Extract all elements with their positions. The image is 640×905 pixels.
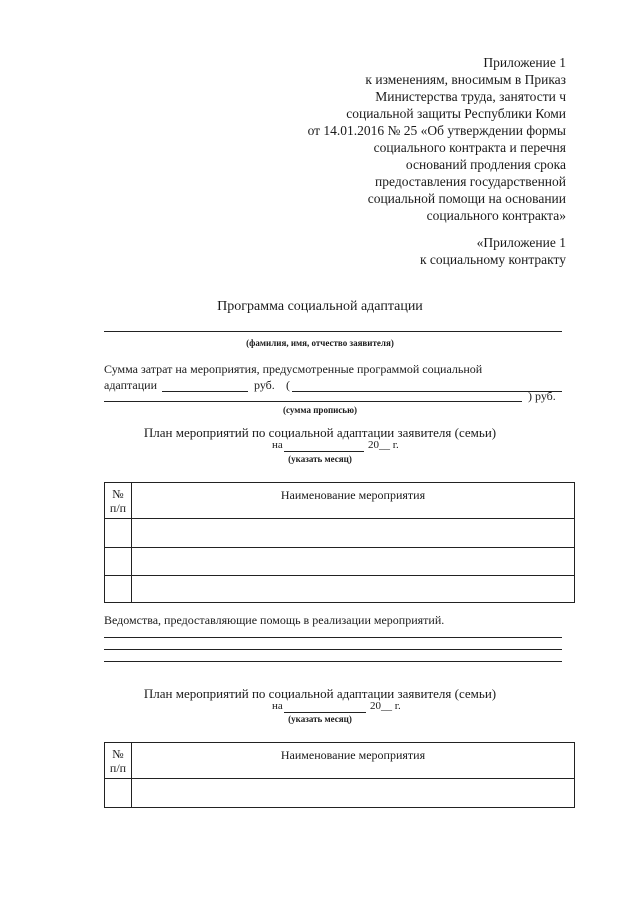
header-line: от 14.01.2016 № 25 «Об утверждении формы (307, 123, 566, 138)
col-num-header (105, 743, 132, 779)
applicant-caption: (фамилия, имя, отчество заявителя) (246, 338, 394, 348)
agencies-label: Ведомства, предоставляющие помощь в реализации мероприятий. (104, 613, 445, 627)
header-line: Министерства труда, занятости ч (375, 89, 566, 104)
applicant-name-line[interactable] (104, 331, 562, 332)
header-line: социальной помощи на основании (367, 191, 566, 206)
table-row[interactable] (105, 779, 575, 808)
header-line: социальной защиты Республики Коми (346, 106, 566, 121)
sum-label: адаптации (104, 378, 158, 392)
plan2-caption: (указать месяц) (288, 714, 352, 724)
sum-caption: (сумма прописью) (283, 405, 357, 415)
table-cell[interactable] (132, 779, 575, 808)
table-cell[interactable] (105, 576, 132, 603)
table-cell[interactable] (105, 519, 132, 548)
sum-amount-line[interactable] (162, 391, 248, 392)
table-cell[interactable] (132, 576, 575, 603)
sum-words-line-2[interactable] (104, 401, 522, 402)
header-line: предоставления государственной (375, 174, 566, 189)
agencies-line[interactable] (104, 661, 562, 662)
table-row[interactable] (105, 519, 575, 548)
col-name-header: Наименование мероприятия (132, 743, 575, 779)
plan1-table (104, 482, 575, 603)
plan2-table (104, 742, 575, 808)
col-name-header: Наименование мероприятия (132, 483, 575, 519)
sum-words-line-1[interactable] (292, 391, 562, 392)
plan2-year: 20__ г. (370, 700, 401, 712)
table-row[interactable] (105, 576, 575, 603)
agencies-line[interactable] (104, 637, 562, 638)
plan2-heading: План мероприятий по социальной адаптации заявителя (семьи) (143, 686, 497, 701)
col-num-pp: п/п (109, 761, 127, 775)
close-paren-rub: ) руб. (528, 389, 556, 403)
page-title: Программа социальной адаптации (217, 299, 423, 314)
plan2-on: на (272, 700, 283, 712)
header-line: Приложение 1 (483, 55, 566, 70)
table-cell[interactable] (132, 519, 575, 548)
sub-header-line: к социальному контракту (419, 252, 566, 267)
table-cell[interactable] (105, 779, 132, 808)
plan1-caption: (указать месяц) (288, 454, 352, 464)
table-cell[interactable] (105, 548, 132, 576)
agencies-line[interactable] (104, 649, 562, 650)
header-line: оснований продления срока (405, 157, 566, 172)
open-paren: ( (286, 378, 290, 392)
plan1-month-line[interactable] (284, 451, 364, 452)
col-num-header (105, 483, 132, 519)
plan2-month-line[interactable] (284, 712, 366, 713)
table-header-row (105, 743, 575, 779)
table-header-row (105, 483, 575, 519)
header-line: к изменениям, вносимым в Приказ (365, 72, 566, 87)
plan1-heading: План мероприятий по социальной адаптации заявителя (семьи) (143, 425, 497, 440)
header-line: социального контракта» (426, 208, 566, 223)
plan1-on: на (272, 439, 283, 451)
sub-header-line: «Приложение 1 (476, 235, 566, 250)
col-num-pp: п/п (109, 501, 127, 515)
header-line: социального контракта и перечня (373, 140, 566, 155)
col-num-sign: № (112, 747, 124, 761)
sum-line-1: Сумма затрат на мероприятия, предусмотренные программой социальной (104, 362, 483, 376)
sum-rub-label: руб. (254, 378, 275, 392)
table-row[interactable] (105, 548, 575, 576)
table-cell[interactable] (132, 548, 575, 576)
plan1-year: 20__ г. (368, 439, 399, 451)
col-num-sign: № (112, 487, 124, 501)
